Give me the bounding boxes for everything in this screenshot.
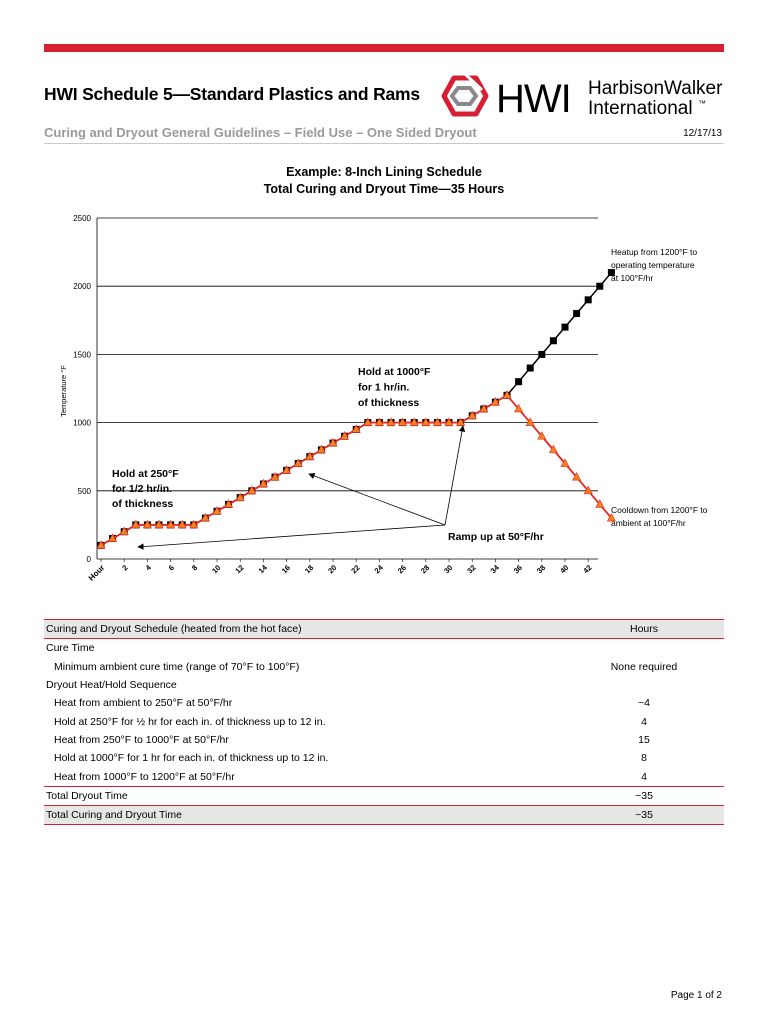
page-subtitle: Curing and Dryout General Guidelines – Field Use – One Sided Dryout	[44, 125, 477, 140]
document-date: 12/17/13	[683, 128, 722, 139]
x-tick-label: 28	[418, 563, 432, 576]
annotation-heatup: at 100°F/hr	[611, 273, 654, 283]
x-tick-label: 8	[189, 563, 200, 573]
data-point-square	[527, 365, 534, 372]
schedule-row-label: Dryout Heat/Hold Sequence	[46, 679, 177, 692]
total-dryout-label: Total Dryout Time	[46, 789, 128, 802]
annotation-hold-1000: for 1 hr/in.	[358, 381, 410, 394]
x-tick-label: 18	[302, 563, 316, 576]
logo-line2: International	[588, 98, 693, 119]
annotation-cooldown: ambient at 100°F/hr	[611, 518, 686, 528]
y-tick-label: 0	[86, 555, 91, 564]
total-dryout-hours: ~35	[635, 789, 653, 802]
arrow-ramp-right	[445, 426, 463, 525]
schedule-row-label: Minimum ambient cure time (range of 70°F to 100°F)	[54, 660, 300, 673]
data-point-square	[562, 324, 569, 331]
annotation-heatup: Heatup from 1200°F to	[611, 247, 698, 257]
data-point-square	[596, 283, 603, 290]
schedule-row	[44, 712, 724, 730]
total-curing-label: Total Curing and Dryout Time	[46, 809, 182, 822]
total-dryout-row	[44, 786, 724, 805]
x-tick-label: 6	[166, 563, 177, 573]
schedule-row-label: Heat from 250°F to 1000°F at 50°F/hr	[54, 733, 229, 746]
page-title: HWI Schedule 5—Standard Plastics and Rams	[44, 84, 420, 104]
header-divider	[44, 143, 724, 144]
x-tick-label: 16	[279, 563, 293, 576]
schedule-row	[44, 639, 724, 657]
schedule-row-label: Heat from ambient to 250°F at 50°F/hr	[54, 697, 233, 710]
x-tick-label: 32	[465, 563, 478, 576]
schedule-table	[44, 619, 724, 825]
x-tick-label: 22	[349, 563, 362, 576]
x-tick-label: 36	[511, 563, 525, 576]
schedule-row-hours: None required	[610, 660, 678, 673]
x-tick-label: 30	[442, 563, 455, 576]
schedule-row-label: Heat from 1000°F to 1200°F at 50°F/hr	[54, 770, 235, 783]
series-line-heatup	[101, 273, 611, 546]
logo-trademark: ™	[698, 99, 706, 108]
x-tick-label: 10	[210, 563, 223, 576]
schedule-header-row	[44, 619, 724, 639]
schedule-row-label: Hold at 1000°F for 1 hr for each in. of thickness up to 12 in.	[54, 752, 329, 765]
annotation-hold-1000: Hold at 1000°F	[358, 366, 431, 378]
schedule-header-label: Curing and Dryout Schedule (heated from the hot face)	[46, 623, 302, 636]
chart-title-line1: Example: 8-Inch Lining Schedule	[286, 165, 482, 179]
schedule-row	[44, 676, 724, 694]
schedule-row	[44, 749, 724, 767]
schedule-row	[44, 658, 724, 676]
y-tick-label: 1500	[73, 350, 91, 360]
logo-mark-icon	[444, 73, 486, 114]
x-tick-label: 12	[233, 563, 246, 576]
x-tick-label: 20	[326, 563, 339, 576]
annotation-heatup: operating temperature	[611, 260, 695, 270]
logo-line1: HarbisonWalker	[588, 78, 723, 99]
chart-title-line2: Total Curing and Dryout Time—35 Hours	[263, 182, 505, 196]
data-point-square	[538, 351, 545, 358]
annotation-hold-1000: of thickness	[358, 397, 420, 409]
schedule-row-hours: 4	[641, 715, 647, 728]
data-point-square	[550, 337, 557, 344]
annotation-ramp: Ramp up at 50°F/hr	[448, 531, 544, 543]
total-curing-row	[44, 805, 724, 825]
x-tick-label: 42	[581, 563, 594, 576]
y-axis-label: Temperature °F	[59, 365, 68, 417]
annotation-hold-250: for 1/2 hr/in.	[112, 483, 173, 495]
annotation-hold-250: Hold at 250°F	[112, 468, 179, 480]
data-point-square	[515, 378, 522, 385]
schedule-row	[44, 694, 724, 712]
annotation-cooldown: Cooldown from 1200°F to	[611, 505, 708, 515]
x-tick-label: 40	[558, 563, 571, 576]
x-tick-label: 24	[372, 563, 385, 576]
total-curing-hours: ~35	[635, 809, 653, 822]
schedule-row-hours: 15	[638, 733, 650, 746]
temperature-chart	[0, 200, 768, 600]
y-tick-label: 500	[77, 486, 91, 496]
top-red-bar	[44, 44, 724, 52]
x-tick-label: 4	[143, 563, 153, 573]
data-point-square	[585, 296, 592, 303]
x-tick-label: 34	[488, 563, 501, 576]
annotation-hold-250: of thickness	[112, 498, 174, 510]
arrow-ramp-middle	[309, 474, 445, 525]
schedule-row-hours: 8	[641, 752, 647, 765]
page-number: Page 1 of 2	[670, 990, 722, 1001]
data-point-square	[573, 310, 580, 317]
x-tick-label: 26	[395, 563, 409, 576]
x-tick-label: 2	[120, 563, 130, 573]
logo-hwi-text: HWI	[496, 77, 571, 121]
x-tick-label: 38	[534, 563, 548, 576]
schedule-header-hours: Hours	[629, 623, 658, 636]
y-tick-label: 2500	[73, 214, 91, 223]
schedule-row-label: Cure Time	[46, 642, 95, 655]
schedule-row-hours: 4	[641, 770, 647, 783]
schedule-row	[44, 731, 724, 749]
company-logo	[440, 70, 730, 122]
schedule-row-label: Hold at 250°F for ½ hr for each in. of thickness up to 12 in.	[54, 715, 326, 728]
y-tick-label: 1000	[73, 418, 91, 428]
schedule-row-hours: ~4	[638, 697, 650, 710]
schedule-row	[44, 767, 724, 785]
x-tick-label: Hour	[86, 563, 107, 583]
y-tick-label: 2000	[73, 282, 91, 292]
x-tick-label: 14	[256, 563, 269, 576]
